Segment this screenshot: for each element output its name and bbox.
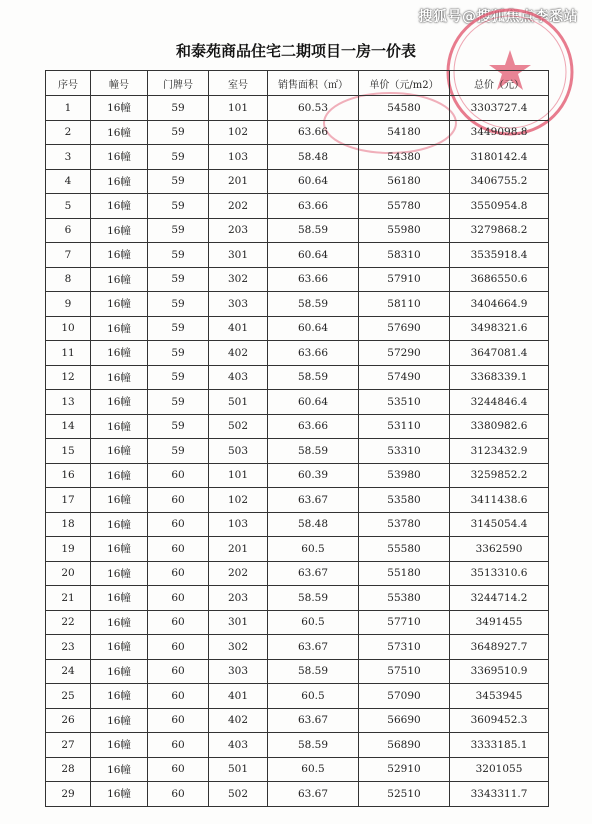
cell-total: 3244714.2 <box>450 586 549 611</box>
col-header-total: 总价（元） <box>450 71 549 96</box>
cell-index: 14 <box>46 414 91 439</box>
cell-unit-price: 56180 <box>359 169 450 194</box>
table-row <box>46 684 549 709</box>
cell-index: 13 <box>46 390 91 415</box>
table-row <box>46 316 549 341</box>
cell-unit-price: 56890 <box>359 733 450 758</box>
cell-area: 63.66 <box>268 120 359 145</box>
cell-room: 101 <box>209 463 268 488</box>
cell-door: 59 <box>148 316 209 341</box>
cell-area: 63.67 <box>268 561 359 586</box>
col-header-index: 序号 <box>46 71 91 96</box>
table-row <box>46 586 549 611</box>
col-header-room: 室号 <box>209 71 268 96</box>
cell-building: 16幢 <box>91 708 148 733</box>
cell-index: 28 <box>46 757 91 782</box>
cell-unit-price: 53110 <box>359 414 450 439</box>
cell-unit-price: 53510 <box>359 390 450 415</box>
table-row <box>46 120 549 145</box>
cell-door: 60 <box>148 561 209 586</box>
cell-door: 60 <box>148 488 209 513</box>
cell-index: 4 <box>46 169 91 194</box>
cell-area: 60.64 <box>268 169 359 194</box>
table-row <box>46 463 549 488</box>
cell-index: 6 <box>46 218 91 243</box>
cell-index: 9 <box>46 292 91 317</box>
cell-unit-price: 55780 <box>359 194 450 219</box>
table-row <box>46 512 549 537</box>
cell-room: 403 <box>209 733 268 758</box>
cell-building: 16幢 <box>91 537 148 562</box>
cell-building: 16幢 <box>91 488 148 513</box>
cell-area: 60.5 <box>268 537 359 562</box>
table-row <box>46 659 549 684</box>
cell-room: 402 <box>209 341 268 366</box>
table-title: 和泰苑商品住宅二期项目一房一价表 <box>175 42 416 60</box>
cell-building: 16幢 <box>91 267 148 292</box>
table-row <box>46 439 549 464</box>
cell-building: 16幢 <box>91 390 148 415</box>
cell-building: 16幢 <box>91 120 148 145</box>
cell-room: 401 <box>209 316 268 341</box>
cell-unit-price: 57490 <box>359 365 450 390</box>
cell-total: 3123432.9 <box>450 439 549 464</box>
cell-room: 303 <box>209 659 268 684</box>
cell-total: 3333185.1 <box>450 733 549 758</box>
cell-unit-price: 56690 <box>359 708 450 733</box>
cell-door: 60 <box>148 635 209 660</box>
cell-area: 63.67 <box>268 782 359 807</box>
cell-index: 17 <box>46 488 91 513</box>
cell-door: 60 <box>148 782 209 807</box>
cell-index: 22 <box>46 610 91 635</box>
cell-door: 59 <box>148 120 209 145</box>
cell-index: 3 <box>46 145 91 170</box>
cell-index: 5 <box>46 194 91 219</box>
cell-building: 16幢 <box>91 218 148 243</box>
cell-unit-price: 58310 <box>359 243 450 268</box>
cell-unit-price: 57690 <box>359 316 450 341</box>
cell-unit-price: 57290 <box>359 341 450 366</box>
table-row <box>46 267 549 292</box>
cell-door: 60 <box>148 463 209 488</box>
cell-unit-price: 55580 <box>359 537 450 562</box>
cell-building: 16幢 <box>91 96 148 121</box>
cell-area: 60.53 <box>268 96 359 121</box>
cell-room: 402 <box>209 708 268 733</box>
cell-room: 301 <box>209 243 268 268</box>
cell-total: 3343311.7 <box>450 782 549 807</box>
table-row <box>46 537 549 562</box>
cell-area: 63.67 <box>268 708 359 733</box>
cell-unit-price: 53310 <box>359 439 450 464</box>
cell-area: 63.66 <box>268 341 359 366</box>
cell-room: 302 <box>209 267 268 292</box>
cell-area: 58.48 <box>268 512 359 537</box>
cell-door: 59 <box>148 365 209 390</box>
cell-building: 16幢 <box>91 610 148 635</box>
table-row <box>46 96 549 121</box>
cell-room: 401 <box>209 684 268 709</box>
cell-area: 60.64 <box>268 390 359 415</box>
cell-building: 16幢 <box>91 169 148 194</box>
cell-index: 25 <box>46 684 91 709</box>
cell-room: 503 <box>209 439 268 464</box>
cell-index: 21 <box>46 586 91 611</box>
cell-area: 58.59 <box>268 292 359 317</box>
cell-door: 59 <box>148 194 209 219</box>
cell-room: 501 <box>209 757 268 782</box>
cell-total: 3491455 <box>450 610 549 635</box>
cell-total: 3362590 <box>450 537 549 562</box>
cell-area: 63.66 <box>268 194 359 219</box>
cell-index: 18 <box>46 512 91 537</box>
cell-door: 59 <box>148 243 209 268</box>
cell-total: 3453945 <box>450 684 549 709</box>
cell-unit-price: 58110 <box>359 292 450 317</box>
col-header-door: 门牌号 <box>148 71 209 96</box>
cell-unit-price: 57310 <box>359 635 450 660</box>
cell-building: 16幢 <box>91 243 148 268</box>
cell-area: 58.59 <box>268 365 359 390</box>
cell-total: 3609452.3 <box>450 708 549 733</box>
col-header-area: 销售面积（㎡） <box>268 71 359 96</box>
cell-area: 58.59 <box>268 586 359 611</box>
cell-total: 3498321.6 <box>450 316 549 341</box>
cell-total: 3550954.8 <box>450 194 549 219</box>
cell-area: 60.64 <box>268 243 359 268</box>
cell-door: 60 <box>148 537 209 562</box>
cell-door: 59 <box>148 96 209 121</box>
cell-room: 101 <box>209 96 268 121</box>
cell-unit-price: 53780 <box>359 512 450 537</box>
cell-index: 11 <box>46 341 91 366</box>
table-row <box>46 145 549 170</box>
cell-unit-price: 54580 <box>359 96 450 121</box>
cell-total: 3259852.2 <box>450 463 549 488</box>
cell-room: 502 <box>209 414 268 439</box>
cell-total: 3368339.1 <box>450 365 549 390</box>
col-header-building: 幢号 <box>91 71 148 96</box>
cell-room: 502 <box>209 782 268 807</box>
cell-unit-price: 55980 <box>359 218 450 243</box>
cell-unit-price: 54180 <box>359 120 450 145</box>
cell-room: 202 <box>209 561 268 586</box>
table-row <box>46 365 549 390</box>
table-row <box>46 782 549 807</box>
cell-door: 59 <box>148 145 209 170</box>
cell-door: 60 <box>148 512 209 537</box>
cell-unit-price: 53980 <box>359 463 450 488</box>
cell-area: 58.48 <box>268 145 359 170</box>
cell-index: 8 <box>46 267 91 292</box>
cell-room: 201 <box>209 169 268 194</box>
cell-door: 60 <box>148 757 209 782</box>
cell-door: 60 <box>148 708 209 733</box>
table-row <box>46 292 549 317</box>
cell-room: 501 <box>209 390 268 415</box>
cell-area: 60.39 <box>268 463 359 488</box>
cell-room: 103 <box>209 512 268 537</box>
table-row <box>46 194 549 219</box>
cell-area: 60.5 <box>268 684 359 709</box>
cell-door: 59 <box>148 414 209 439</box>
cell-index: 12 <box>46 365 91 390</box>
cell-area: 63.67 <box>268 488 359 513</box>
cell-door: 60 <box>148 586 209 611</box>
cell-building: 16幢 <box>91 439 148 464</box>
table-row <box>46 218 549 243</box>
cell-building: 16幢 <box>91 316 148 341</box>
cell-unit-price: 55380 <box>359 586 450 611</box>
cell-building: 16幢 <box>91 194 148 219</box>
cell-area: 63.67 <box>268 635 359 660</box>
price-table <box>45 70 549 807</box>
cell-door: 59 <box>148 341 209 366</box>
cell-total: 3279868.2 <box>450 218 549 243</box>
table-row <box>46 169 549 194</box>
cell-total: 3406755.2 <box>450 169 549 194</box>
cell-door: 60 <box>148 659 209 684</box>
cell-total: 3449098.8 <box>450 120 549 145</box>
cell-index: 1 <box>46 96 91 121</box>
cell-area: 58.59 <box>268 439 359 464</box>
table-row <box>46 414 549 439</box>
cell-index: 29 <box>46 782 91 807</box>
cell-door: 60 <box>148 733 209 758</box>
cell-area: 60.64 <box>268 316 359 341</box>
cell-door: 59 <box>148 267 209 292</box>
cell-door: 59 <box>148 218 209 243</box>
cell-door: 59 <box>148 169 209 194</box>
cell-unit-price: 57910 <box>359 267 450 292</box>
cell-total: 3380982.6 <box>450 414 549 439</box>
cell-area: 63.66 <box>268 267 359 292</box>
cell-index: 16 <box>46 463 91 488</box>
cell-index: 2 <box>46 120 91 145</box>
cell-index: 24 <box>46 659 91 684</box>
cell-building: 16幢 <box>91 561 148 586</box>
cell-room: 301 <box>209 610 268 635</box>
cell-unit-price: 53580 <box>359 488 450 513</box>
cell-index: 10 <box>46 316 91 341</box>
cell-door: 59 <box>148 292 209 317</box>
cell-room: 303 <box>209 292 268 317</box>
cell-area: 63.66 <box>268 414 359 439</box>
cell-building: 16幢 <box>91 782 148 807</box>
cell-total: 3201055 <box>450 757 549 782</box>
cell-total: 3180142.4 <box>450 145 549 170</box>
cell-total: 3648927.7 <box>450 635 549 660</box>
cell-area: 58.59 <box>268 733 359 758</box>
cell-index: 26 <box>46 708 91 733</box>
cell-total: 3411438.6 <box>450 488 549 513</box>
cell-building: 16幢 <box>91 463 148 488</box>
cell-room: 203 <box>209 586 268 611</box>
cell-room: 203 <box>209 218 268 243</box>
watermark: 搜狐号@搜狐焦点李悉站 <box>418 9 578 25</box>
cell-index: 20 <box>46 561 91 586</box>
cell-unit-price: 52510 <box>359 782 450 807</box>
cell-building: 16幢 <box>91 341 148 366</box>
cell-unit-price: 57510 <box>359 659 450 684</box>
cell-area: 60.5 <box>268 610 359 635</box>
cell-building: 16幢 <box>91 586 148 611</box>
cell-building: 16幢 <box>91 365 148 390</box>
cell-area: 58.59 <box>268 659 359 684</box>
cell-total: 3404664.9 <box>450 292 549 317</box>
cell-room: 102 <box>209 488 268 513</box>
cell-unit-price: 55180 <box>359 561 450 586</box>
cell-area: 58.59 <box>268 218 359 243</box>
table-body <box>46 96 549 807</box>
table-row <box>46 341 549 366</box>
cell-door: 60 <box>148 684 209 709</box>
cell-building: 16幢 <box>91 414 148 439</box>
cell-building: 16幢 <box>91 684 148 709</box>
table-row <box>46 708 549 733</box>
cell-unit-price: 57710 <box>359 610 450 635</box>
cell-unit-price: 52910 <box>359 757 450 782</box>
cell-total: 3303727.4 <box>450 96 549 121</box>
cell-room: 102 <box>209 120 268 145</box>
table-row <box>46 757 549 782</box>
table-row <box>46 610 549 635</box>
table-row <box>46 635 549 660</box>
cell-index: 27 <box>46 733 91 758</box>
cell-building: 16幢 <box>91 145 148 170</box>
cell-building: 16幢 <box>91 292 148 317</box>
cell-building: 16幢 <box>91 635 148 660</box>
cell-total: 3369510.9 <box>450 659 549 684</box>
col-header-unit-price: 单价（元/m2） <box>359 71 450 96</box>
cell-index: 7 <box>46 243 91 268</box>
cell-room: 201 <box>209 537 268 562</box>
table-row <box>46 733 549 758</box>
cell-index: 23 <box>46 635 91 660</box>
cell-door: 59 <box>148 439 209 464</box>
cell-index: 19 <box>46 537 91 562</box>
cell-total: 3535918.4 <box>450 243 549 268</box>
cell-room: 202 <box>209 194 268 219</box>
cell-index: 15 <box>46 439 91 464</box>
table-row <box>46 390 549 415</box>
cell-unit-price: 54380 <box>359 145 450 170</box>
cell-total: 3244846.4 <box>450 390 549 415</box>
cell-building: 16幢 <box>91 757 148 782</box>
cell-room: 403 <box>209 365 268 390</box>
cell-total: 3647081.4 <box>450 341 549 366</box>
table-row <box>46 488 549 513</box>
cell-room: 302 <box>209 635 268 660</box>
cell-room: 103 <box>209 145 268 170</box>
cell-area: 60.5 <box>268 757 359 782</box>
cell-building: 16幢 <box>91 659 148 684</box>
cell-door: 59 <box>148 390 209 415</box>
cell-building: 16幢 <box>91 733 148 758</box>
table-row <box>46 561 549 586</box>
cell-total: 3686550.6 <box>450 267 549 292</box>
header-row <box>46 71 549 96</box>
cell-total: 3513310.6 <box>450 561 549 586</box>
cell-unit-price: 57090 <box>359 684 450 709</box>
table-row <box>46 243 549 268</box>
cell-door: 60 <box>148 610 209 635</box>
cell-building: 16幢 <box>91 512 148 537</box>
cell-total: 3145054.4 <box>450 512 549 537</box>
